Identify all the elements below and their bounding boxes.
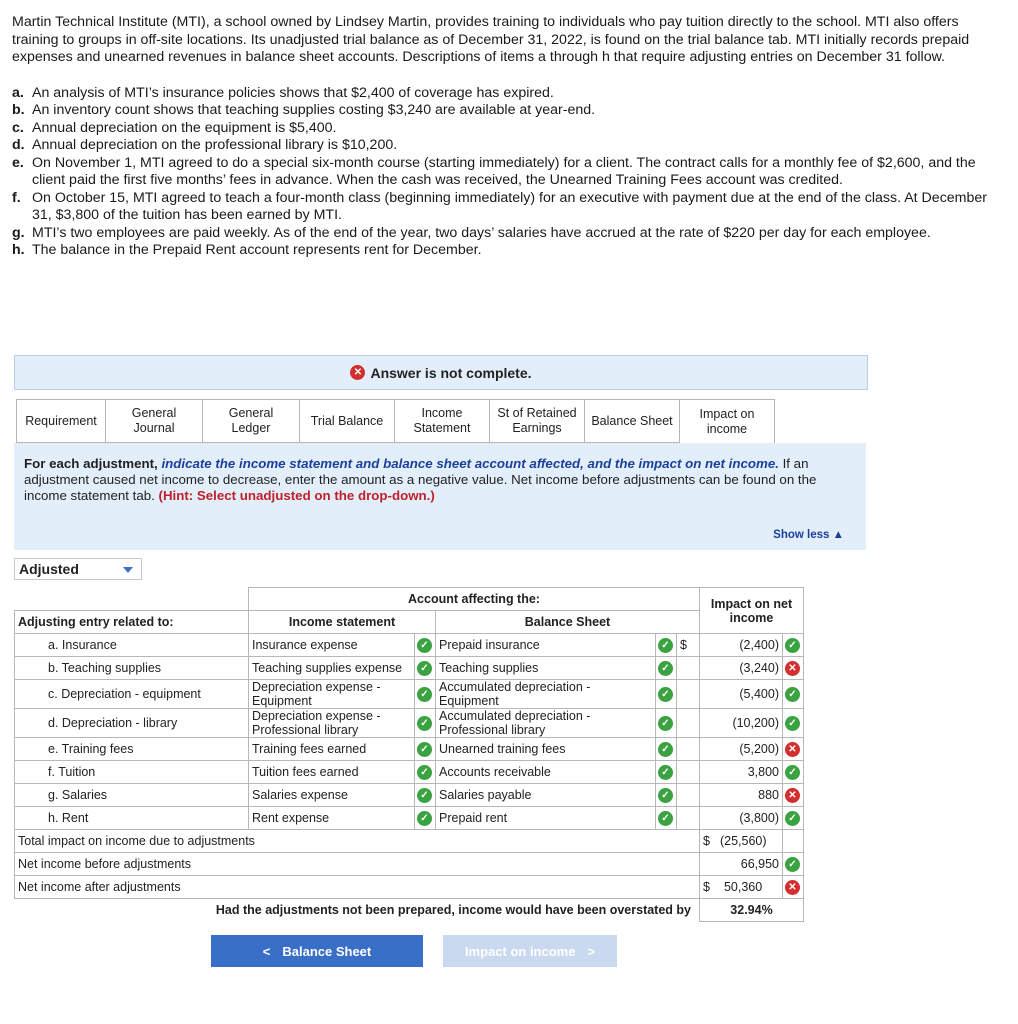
chevron-left-icon: < <box>262 943 271 959</box>
after-row <box>15 876 804 899</box>
impact-input[interactable]: (5,200) <box>700 738 783 761</box>
table-row <box>15 807 804 830</box>
tab-retained-earnings[interactable]: St of Retained Earnings <box>489 399 584 443</box>
balance-sheet-select[interactable]: Accumulated depreciation - Equipment <box>436 680 656 709</box>
income-statement-select[interactable]: Insurance expense <box>249 634 415 657</box>
balance-sheet-select[interactable]: Accumulated depreciation - Professional library <box>436 709 656 738</box>
currency-symbol <box>677 680 700 709</box>
chevron-down-icon <box>123 567 133 573</box>
impact-input[interactable]: (10,200) <box>700 709 783 738</box>
header-account-affecting: Account affecting the: <box>249 588 700 611</box>
currency-symbol <box>677 784 700 807</box>
check-icon: ✓ <box>417 638 432 653</box>
entry-label: d. Depreciation - library <box>15 709 249 738</box>
income-statement-select[interactable]: Depreciation expense - Professional library <box>249 709 415 738</box>
entry-label: a. Insurance <box>15 634 249 657</box>
check-icon: ✓ <box>658 765 673 780</box>
after-value: $ 50,360 <box>700 876 783 899</box>
check-icon: ✓ <box>785 857 800 872</box>
income-statement-select[interactable]: Depreciation expense - Equipment <box>249 680 415 709</box>
overstated-value: 32.94% <box>700 899 804 922</box>
table-row <box>15 680 804 709</box>
check-icon: ✓ <box>785 811 800 826</box>
check-icon: ✓ <box>658 716 673 731</box>
currency-symbol <box>677 709 700 738</box>
check-icon: ✓ <box>658 811 673 826</box>
currency-symbol: $ <box>677 634 700 657</box>
entry-label: f. Tuition <box>15 761 249 784</box>
tab-general-ledger[interactable]: General Ledger <box>202 399 299 443</box>
check-icon: ✓ <box>658 742 673 757</box>
overstated-row <box>15 899 804 922</box>
error-icon: ✕ <box>785 661 800 676</box>
error-icon: ✕ <box>785 788 800 803</box>
currency-symbol <box>677 761 700 784</box>
show-less-link[interactable]: Show less ▲ <box>773 529 844 541</box>
entry-label: c. Depreciation - equipment <box>15 680 249 709</box>
total-row <box>15 830 804 853</box>
error-icon: ✕ <box>350 365 365 380</box>
error-icon: ✕ <box>785 742 800 757</box>
check-icon: ✓ <box>417 765 432 780</box>
balance-sheet-select[interactable]: Accounts receivable <box>436 761 656 784</box>
total-label: Total impact on income due to adjustments <box>15 830 700 853</box>
check-icon: ✓ <box>417 811 432 826</box>
table-row <box>15 738 804 761</box>
income-statement-select[interactable]: Tuition fees earned <box>249 761 415 784</box>
check-icon: ✓ <box>785 716 800 731</box>
item-d: d. Annual depreciation on the professional library is $10,200. <box>12 137 398 153</box>
impact-input[interactable]: 880 <box>700 784 783 807</box>
table-row <box>15 657 804 680</box>
check-icon: ✓ <box>658 638 673 653</box>
next-impact-button[interactable]: Impact on income > <box>443 935 617 967</box>
item-b: b. An inventory count shows that teaching supplies costing $3,240 are available at year-end. <box>12 102 596 118</box>
impact-input[interactable]: 3,800 <box>700 761 783 784</box>
check-icon: ✓ <box>658 788 673 803</box>
tab-general-journal[interactable]: General Journal <box>105 399 202 443</box>
tab-balance-sheet[interactable]: Balance Sheet <box>584 399 679 443</box>
table-row <box>15 634 804 657</box>
check-icon: ✓ <box>785 638 800 653</box>
problem-intro: Martin Technical Institute (MTI), a school owned by Lindsey Martin, provides training to individuals who pay tuition directly to the school. MTI also offers training to groups in off-site locations. Its unadjusted trial balance as of December 31, 2022, is found on the trial balance tab. MTI initially records prepaid expenses and unearned revenues in balance sheet accounts. Descriptions of items a through h that require adjusting entries on December 31 follow. <box>12 14 970 65</box>
balance-sheet-select[interactable]: Teaching supplies <box>436 657 656 680</box>
income-statement-select[interactable]: Training fees earned <box>249 738 415 761</box>
balance-sheet-select[interactable]: Salaries payable <box>436 784 656 807</box>
entry-label: h. Rent <box>15 807 249 830</box>
error-icon: ✕ <box>785 880 800 895</box>
total-value: $ (25,560) <box>700 830 783 853</box>
item-c: c. Annual depreciation on the equipment is $5,400. <box>12 119 337 136</box>
impact-input[interactable]: (5,400) <box>700 680 783 709</box>
entry-label: e. Training fees <box>15 738 249 761</box>
problem-items <box>12 85 1002 260</box>
balance-sheet-select[interactable]: Prepaid rent <box>436 807 656 830</box>
item-g: g. MTI’s two employees are paid weekly. As of the end of the year, two days’ salaries have accrued at the rate of $220 per day for each employee. <box>12 224 931 241</box>
income-statement-select[interactable]: Rent expense <box>249 807 415 830</box>
check-icon: ✓ <box>658 661 673 676</box>
table-row <box>15 709 804 738</box>
requirement-tabs <box>16 399 775 443</box>
before-row <box>15 853 804 876</box>
impact-input[interactable]: (2,400) <box>700 634 783 657</box>
header-impact: Impact on net income <box>700 588 804 634</box>
before-input[interactable]: 66,950 <box>700 853 783 876</box>
currency-symbol <box>677 657 700 680</box>
tab-requirement[interactable]: Requirement <box>16 399 105 443</box>
check-icon: ✓ <box>417 788 432 803</box>
income-statement-select[interactable]: Teaching supplies expense <box>249 657 415 680</box>
overstated-label: Had the adjustments not been prepared, income would have been overstated by <box>215 903 691 918</box>
banner-text: Answer is not complete. <box>370 364 532 381</box>
header-income-statement: Income statement <box>249 611 436 634</box>
adjusted-dropdown[interactable] <box>14 558 142 580</box>
check-icon: ✓ <box>658 687 673 702</box>
currency-symbol <box>677 807 700 830</box>
tab-trial-balance[interactable]: Trial Balance <box>299 399 394 443</box>
tab-impact-on-income[interactable]: Impact on income <box>679 399 775 443</box>
balance-sheet-select[interactable]: Prepaid insurance <box>436 634 656 657</box>
instructions-panel <box>14 443 866 550</box>
prev-balance-sheet-button[interactable]: < Balance Sheet <box>211 935 423 967</box>
impact-input[interactable]: (3,240) <box>700 657 783 680</box>
instructions-text: For each adjustment, indicate the income statement and balance sheet account affected, and the impact on net income. If an adjustment caused net income to decrease, enter the amount as a negative value. Net income before adjustments can be found on the income statement tab. (Hint: Select unadjusted on the drop-down.) <box>24 456 817 503</box>
entry-label: b. Teaching supplies <box>15 657 249 680</box>
check-icon: ✓ <box>417 661 432 676</box>
check-icon: ✓ <box>417 742 432 757</box>
entry-label: g. Salaries <box>15 784 249 807</box>
impact-input[interactable]: (3,800) <box>700 807 783 830</box>
header-balance-sheet: Balance Sheet <box>436 611 700 634</box>
dropdown-value: Adjusted <box>19 561 79 577</box>
problem-text <box>12 14 1002 260</box>
item-a: a. An analysis of MTI’s insurance policies shows that $2,400 of coverage has expired. <box>12 84 554 101</box>
item-e: e. On November 1, MTI agreed to do a special six-month course (starting immediately) for a client. The contract calls for a monthly fee of $2,600, and the client paid the first five months’ fees in advance. When the cash was received, the Unearned Training Fees account was credited. <box>12 154 976 188</box>
check-icon: ✓ <box>785 765 800 780</box>
currency-symbol <box>677 738 700 761</box>
status-banner <box>14 355 868 390</box>
item-h: h. The balance in the Prepaid Rent account represents rent for December. <box>12 242 482 258</box>
check-icon: ✓ <box>417 716 432 731</box>
before-label: Net income before adjustments <box>15 853 700 876</box>
chevron-right-icon: > <box>587 943 596 959</box>
table-row <box>15 784 804 807</box>
check-icon: ✓ <box>417 687 432 702</box>
income-statement-select[interactable]: Salaries expense <box>249 784 415 807</box>
impact-table <box>14 587 804 922</box>
header-entry: Adjusting entry related to: <box>15 611 249 634</box>
item-f: f. On October 15, MTI agreed to teach a four-month class (beginning immediately) for an executive with payment due at the end of the class. At December 31, $3,800 of the tuition has been earned by MTI. <box>12 189 987 223</box>
check-icon: ✓ <box>785 687 800 702</box>
after-label: Net income after adjustments <box>15 876 700 899</box>
tab-income-statement[interactable]: Income Statement <box>394 399 489 443</box>
balance-sheet-select[interactable]: Unearned training fees <box>436 738 656 761</box>
table-row <box>15 761 804 784</box>
